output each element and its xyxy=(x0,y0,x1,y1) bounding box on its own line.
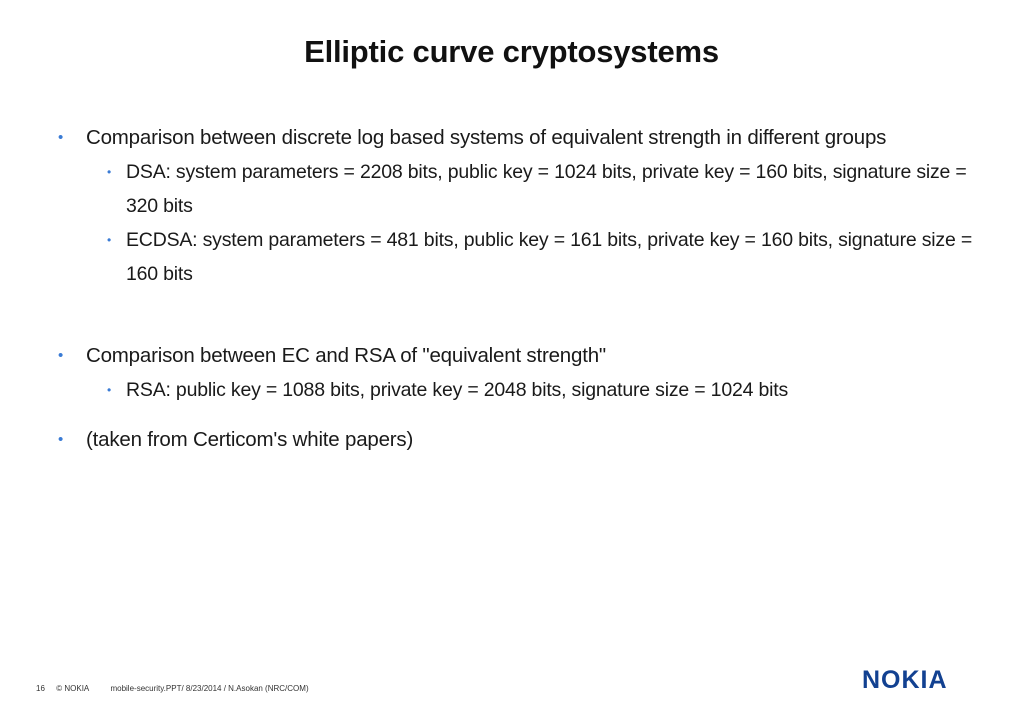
bullet-list xyxy=(58,121,988,457)
bullet-dot-icon: • xyxy=(58,431,64,448)
bullet-text: Comparison between discrete log based systems of equivalent strength in different groups xyxy=(86,126,887,149)
sub-bullet-dot-icon: • xyxy=(107,383,112,397)
sub-bullet-list xyxy=(86,373,988,407)
slide-title: Elliptic curve cryptosystems xyxy=(304,34,719,69)
sub-bullet-list xyxy=(86,155,988,291)
slide-footer xyxy=(36,684,309,693)
sub-bullet-item xyxy=(107,223,988,291)
bullet-text: (taken from Certicom's white papers) xyxy=(86,428,414,451)
sub-bullet-dot-icon: • xyxy=(107,165,112,179)
sub-bullet-dot-icon: • xyxy=(107,233,112,247)
bullet-item xyxy=(58,423,988,457)
copyright-notice: © NOKIA xyxy=(56,684,90,693)
sub-bullet-text: RSA: public key = 1088 bits, private key = 2048 bits, signature size = 1024 bits xyxy=(126,379,789,401)
sub-bullet-item xyxy=(107,373,988,407)
bullet-item xyxy=(58,339,988,407)
page-number: 16 xyxy=(36,684,45,693)
file-info: mobile-security.PPT/ 8/23/2014 / N.Asokan (NRC/COM) xyxy=(110,684,309,693)
sub-bullet-text: DSA: system parameters = 2208 bits, public key = 1024 bits, private key = 160 bits, signature size = 320 bits xyxy=(126,161,967,217)
bullet-item xyxy=(58,121,988,291)
sub-bullet-text: ECDSA: system parameters = 481 bits, public key = 161 bits, private key = 160 bits, signature size = 160 bits xyxy=(126,229,973,285)
bullet-text: Comparison between EC and RSA of "equivalent strength" xyxy=(86,344,606,367)
nokia-logo: NOKIA xyxy=(862,666,948,694)
bullet-dot-icon: • xyxy=(58,347,64,364)
bullet-dot-icon: • xyxy=(58,129,64,146)
sub-bullet-item xyxy=(107,155,988,223)
